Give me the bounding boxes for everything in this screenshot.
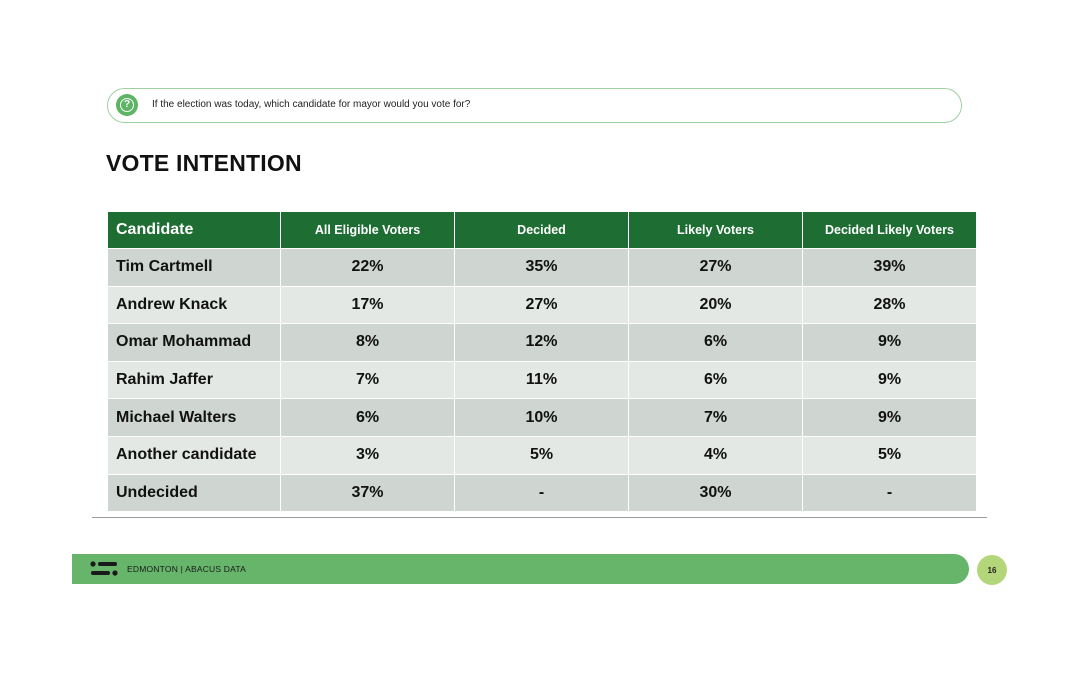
cell-decided: 10% <box>455 399 629 437</box>
cell-decided: 11% <box>455 361 629 399</box>
candidate-name: Tim Cartmell <box>108 249 281 287</box>
candidate-name: Andrew Knack <box>108 286 281 324</box>
cell-likely: 27% <box>629 249 803 287</box>
cell-decided: 27% <box>455 286 629 324</box>
cell-likely: 30% <box>629 474 803 512</box>
cell-likely: 20% <box>629 286 803 324</box>
cell-decided: 12% <box>455 324 629 362</box>
cell-decided-likely: 9% <box>803 399 977 437</box>
cell-likely: 7% <box>629 399 803 437</box>
candidate-name: Omar Mohammad <box>108 324 281 362</box>
cell-decided-likely: - <box>803 474 977 512</box>
cell-all-eligible: 37% <box>281 474 455 512</box>
question-box <box>107 88 962 123</box>
divider <box>92 517 987 518</box>
cell-all-eligible: 22% <box>281 249 455 287</box>
cell-likely: 6% <box>629 324 803 362</box>
cell-all-eligible: 7% <box>281 361 455 399</box>
cell-all-eligible: 6% <box>281 399 455 437</box>
question-text: If the election was today, which candidate for mayor would you vote for? <box>152 99 471 110</box>
abacus-logo-icon <box>90 561 118 577</box>
header-all-eligible-voters: All Eligible Voters <box>281 212 455 249</box>
table-row <box>108 474 977 512</box>
table-header-row <box>108 212 977 249</box>
cell-decided: - <box>455 474 629 512</box>
header-decided: Decided <box>455 212 629 249</box>
table-row <box>108 399 977 437</box>
cell-decided-likely: 9% <box>803 361 977 399</box>
cell-decided: 35% <box>455 249 629 287</box>
cell-decided-likely: 39% <box>803 249 977 287</box>
table-row <box>108 436 977 474</box>
header-likely-voters: Likely Voters <box>629 212 803 249</box>
footer-bar <box>72 554 969 584</box>
cell-decided-likely: 9% <box>803 324 977 362</box>
table-row <box>108 324 977 362</box>
table-row <box>108 249 977 287</box>
cell-decided: 5% <box>455 436 629 474</box>
cell-all-eligible: 17% <box>281 286 455 324</box>
table-row <box>108 361 977 399</box>
footer-text: EDMONTON | ABACUS DATA <box>127 564 247 574</box>
cell-likely: 4% <box>629 436 803 474</box>
page-title: VOTE INTENTION <box>106 150 302 176</box>
table-row <box>108 286 977 324</box>
candidate-name: Rahim Jaffer <box>108 361 281 399</box>
cell-all-eligible: 8% <box>281 324 455 362</box>
cell-likely: 6% <box>629 361 803 399</box>
cell-all-eligible: 3% <box>281 436 455 474</box>
question-mark-icon: ? <box>116 94 138 116</box>
candidate-name: Michael Walters <box>108 399 281 437</box>
header-candidate: Candidate <box>108 212 281 249</box>
cell-decided-likely: 5% <box>803 436 977 474</box>
candidate-name: Undecided <box>108 474 281 512</box>
vote-intention-table <box>107 211 977 512</box>
header-decided-likely-voters: Decided Likely Voters <box>803 212 977 249</box>
page-number-badge: 16 <box>977 555 1007 585</box>
candidate-name: Another candidate <box>108 436 281 474</box>
cell-decided-likely: 28% <box>803 286 977 324</box>
